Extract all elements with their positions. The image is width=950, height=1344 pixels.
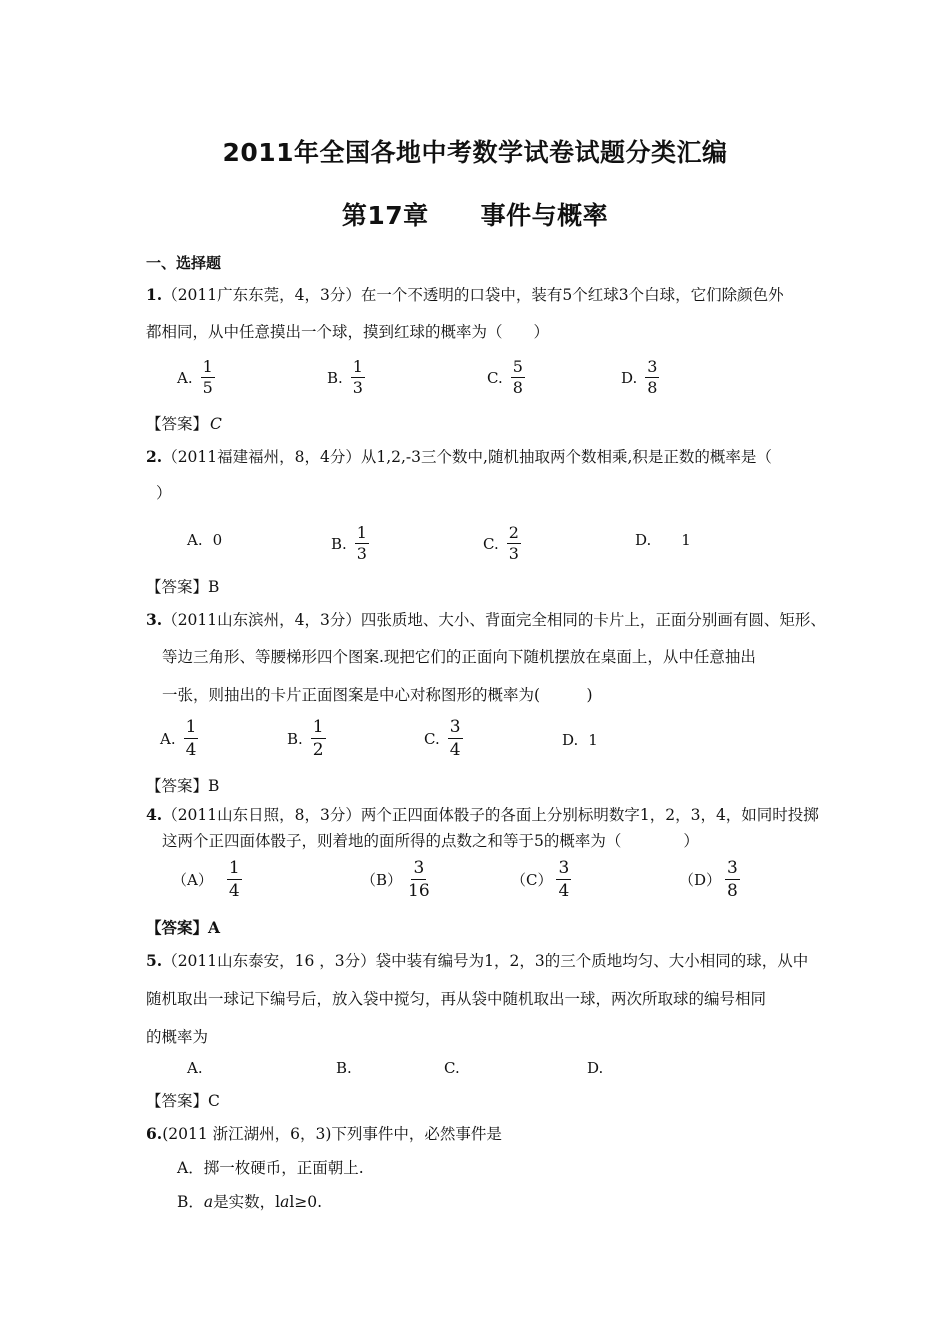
chapter-topic: 事件与概率 <box>480 201 609 230</box>
fraction <box>725 858 740 901</box>
answer-value: A <box>208 918 221 937</box>
question-number: 2. <box>146 447 163 466</box>
numerator: 2 <box>508 523 519 542</box>
question-3-line2: 等边三角形、等腰梯形四个图案.现把它们的正面向下随机摆放在桌面上，从中任意抽出 <box>162 648 756 666</box>
numerator: 1 <box>356 523 367 542</box>
q1-option-c <box>487 358 525 397</box>
q5-option-b: B. <box>336 1059 352 1077</box>
variable: a <box>203 1193 214 1211</box>
numerator: 5 <box>512 357 523 376</box>
chapter-subtitle <box>0 196 950 232</box>
numerator: 1 <box>185 717 197 737</box>
answer-value: C <box>208 1092 220 1110</box>
numerator: 1 <box>352 357 363 376</box>
question-text: （2011山东滨州，4，3分）四张质地、大小、背面完全相同的卡片上，正面分别画有圆、矩形、 <box>162 611 826 629</box>
question-2-line2: ） <box>156 484 172 502</box>
answer-label: 【答案】 <box>146 578 209 596</box>
variable: a <box>280 1193 290 1211</box>
q3-option-c <box>424 717 463 760</box>
q3-answer <box>146 776 219 796</box>
question-5-line2: 随机取出一球记下编号后，放入袋中搅匀，再从袋中随机取出一球，两次所取球的编号相同 <box>146 990 767 1008</box>
option-label: （D） <box>679 871 722 889</box>
denominator: 4 <box>449 740 461 760</box>
fraction <box>406 858 432 901</box>
denominator: 4 <box>558 881 570 901</box>
q3-option-b <box>287 717 326 760</box>
option-label: C. <box>487 368 503 387</box>
q5-option-c: C. <box>444 1059 460 1077</box>
q3-option-a <box>160 717 198 760</box>
option-label: C. <box>483 534 499 553</box>
question-2 <box>146 447 772 467</box>
denominator: 16 <box>408 881 430 901</box>
question-1 <box>146 285 784 305</box>
option-label: D. <box>562 731 579 749</box>
q1-option-b <box>327 358 365 397</box>
question-number: 3. <box>146 610 163 629</box>
q5-answer <box>146 1091 220 1111</box>
q1-answer <box>146 414 222 434</box>
question-text: (2011 浙江湖州，6，3)下列事件中，必然事件是 <box>162 1125 502 1143</box>
option-label: A. <box>160 729 176 748</box>
q5-option-a: A. <box>187 1059 203 1077</box>
question-number: 5. <box>146 951 163 970</box>
option-value: 1 <box>588 731 598 749</box>
denominator: 3 <box>356 544 367 563</box>
answer-label: 【答案】 <box>146 777 209 795</box>
page-title: 2011年全国各地中考数学试卷试题分类汇编 <box>222 138 728 167</box>
option-label: B. <box>327 368 343 387</box>
q4-option-c <box>511 858 571 901</box>
question-number: 4. <box>146 805 163 824</box>
option-text: 是实数，l <box>213 1193 281 1211</box>
numerator: 1 <box>228 858 240 878</box>
option-value: 0 <box>212 531 223 549</box>
q2-option-b <box>331 524 369 563</box>
question-text: （2011福建福州，8，4分）从1,2,-3三个数中,随机抽取两个数相乘,积是正数的概率是（ <box>162 448 772 466</box>
fraction <box>507 524 521 563</box>
option-value: 1 <box>681 531 691 549</box>
option-label: D. <box>635 531 652 549</box>
fraction <box>201 358 215 397</box>
q2-option-a <box>187 531 222 549</box>
fraction <box>645 358 659 397</box>
option-label: A. <box>187 531 203 549</box>
denominator: 8 <box>512 378 523 397</box>
fraction <box>311 717 326 760</box>
denominator: 3 <box>508 544 519 563</box>
fraction <box>355 524 369 563</box>
option-label: B. <box>331 534 347 553</box>
q1-option-d <box>621 358 659 397</box>
numerator: 3 <box>413 858 425 878</box>
denominator: 2 <box>312 740 324 760</box>
q4-answer <box>146 918 220 938</box>
answer-value: B <box>208 777 220 795</box>
option-label: A. <box>177 368 193 387</box>
question-3-line3: 一张，则抽出的卡片正面图案是中心对称图形的概率为( ) <box>162 686 593 704</box>
answer-label: 【答案】 <box>146 919 209 937</box>
denominator: 3 <box>352 378 363 397</box>
question-text: （2011山东泰安，16 ，3分）袋中装有编号为1，2，3的三个质地均匀、大小相同的球，从中 <box>162 952 809 970</box>
option-label: （A） <box>172 871 213 889</box>
option-prefix: B． <box>177 1193 204 1211</box>
numerator: 3 <box>647 357 658 376</box>
chapter-number: 第17章 <box>341 201 429 230</box>
fraction <box>448 717 463 760</box>
q4-option-b <box>361 858 432 901</box>
option-label: D. <box>621 368 638 387</box>
question-5 <box>146 951 808 971</box>
denominator: 5 <box>202 378 213 397</box>
question-4 <box>146 805 819 825</box>
q6-option-b <box>177 1192 322 1212</box>
q2-answer <box>146 577 219 597</box>
numerator: 3 <box>727 858 738 878</box>
numerator: 3 <box>449 717 461 737</box>
fraction <box>184 717 199 760</box>
question-1-line2: 都相同，从中任意摸出一个球，摸到红球的概率为（ ） <box>146 323 550 341</box>
option-label: （B） <box>361 871 403 889</box>
question-4-line2: 这两个正四面体骰子，则着地的面所得的点数之和等于5的概率为（ ） <box>162 832 699 850</box>
answer-value: C <box>210 415 222 433</box>
q1-option-a <box>177 358 215 397</box>
option-label: B. <box>287 729 303 748</box>
question-number: 1. <box>146 285 163 304</box>
denominator: 4 <box>185 740 197 760</box>
option-text: l≥0. <box>289 1193 323 1211</box>
q4-option-a <box>172 858 242 901</box>
question-5-line3: 的概率为 <box>146 1028 209 1046</box>
denominator: 8 <box>727 881 738 901</box>
option-label: C. <box>424 729 440 748</box>
question-3 <box>146 610 826 630</box>
fraction <box>351 358 365 397</box>
answer-label: 【答案】 <box>146 1092 209 1110</box>
q3-option-d <box>562 731 598 749</box>
question-number: 6. <box>146 1124 163 1143</box>
q2-option-c <box>483 524 521 563</box>
question-text: （2011广东东莞，4，3分）在一个不透明的口袋中，装有5个红球3个白球，它们除颜色外 <box>162 286 784 304</box>
numerator: 1 <box>312 717 324 737</box>
question-text: （2011山东日照，8，3分）两个正四面体骰子的各面上分别标明数字1，2，3，4，如同时投掷 <box>162 806 819 824</box>
answer-label: 【答案】 <box>146 415 209 433</box>
fraction <box>227 858 242 901</box>
q2-option-d <box>635 531 691 549</box>
denominator: 8 <box>647 378 658 397</box>
q6-option-a: A．掷一枚硬币，正面朝上. <box>177 1159 364 1177</box>
answer-value: B <box>208 578 220 596</box>
denominator: 4 <box>228 881 240 901</box>
numerator: 3 <box>558 858 570 878</box>
numerator: 1 <box>202 357 213 376</box>
q5-option-d: D. <box>587 1059 604 1077</box>
fraction <box>511 358 525 397</box>
q4-option-d <box>679 858 740 901</box>
fraction <box>556 858 571 901</box>
question-6 <box>146 1124 502 1144</box>
section-heading: 一、选择题 <box>146 254 222 272</box>
option-label: （C） <box>511 871 553 889</box>
